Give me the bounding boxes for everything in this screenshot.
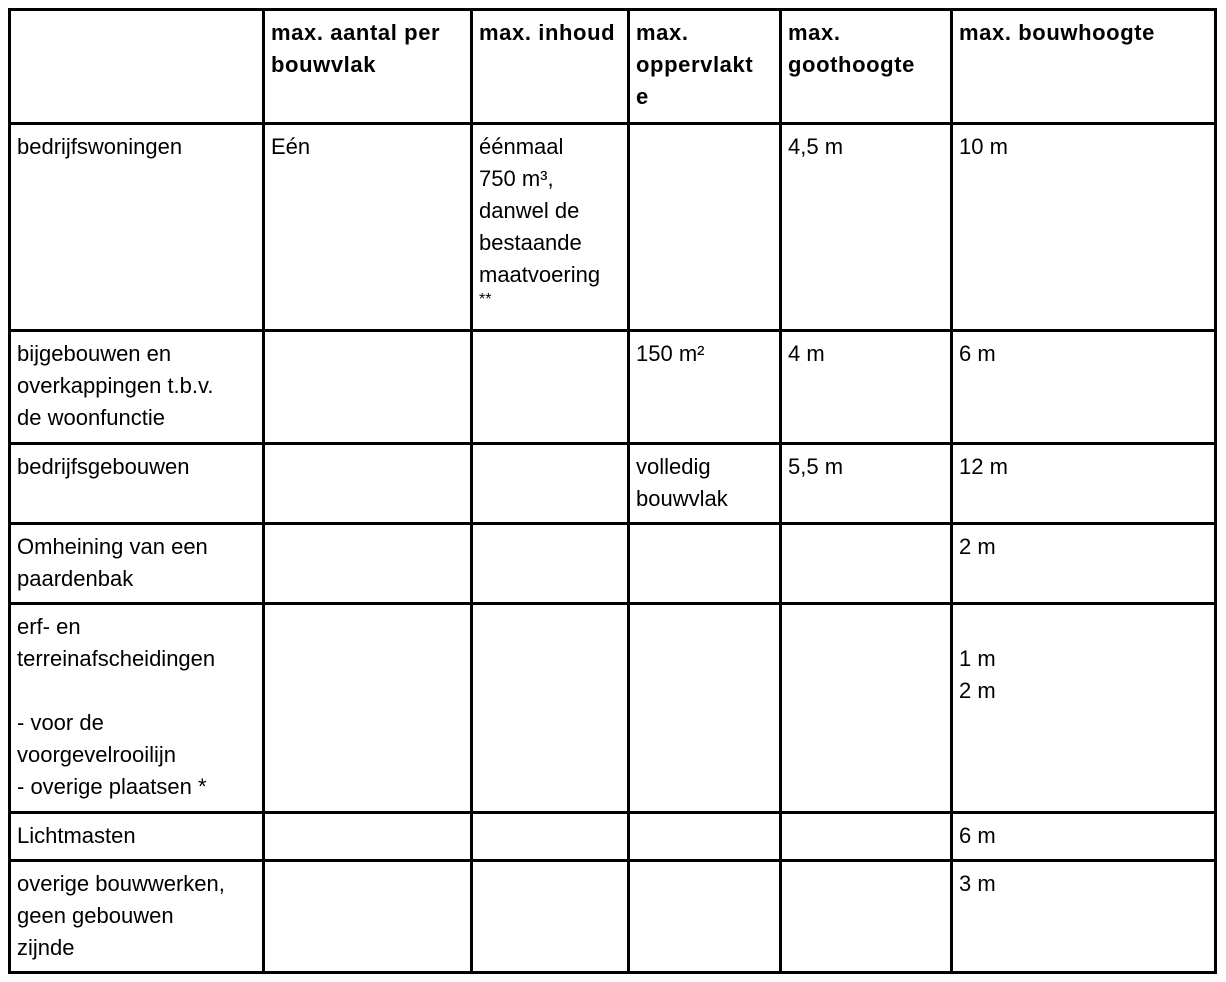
row-label: bedrijfswoningen — [11, 125, 265, 332]
row-label: bijgebouwen en overkappingen t.b.v. de woonfunctie — [11, 332, 265, 445]
header-max-goothoogte: max. goothoogte — [782, 11, 953, 125]
cell-aantal: Eén — [265, 125, 473, 332]
table-row — [11, 605, 1217, 814]
table-row — [11, 332, 1217, 445]
cell-oppervlakte — [630, 525, 782, 605]
cell-inhoud — [473, 605, 630, 814]
row-label: Omheining van een paardenbak — [11, 525, 265, 605]
cell-bouwhoogte: 2 m — [953, 525, 1217, 605]
cell-goothoogte — [782, 862, 953, 974]
cell-aantal — [265, 605, 473, 814]
header-max-inhoud: max. inhoud — [473, 11, 630, 125]
cell-oppervlakte — [630, 862, 782, 974]
cell-goothoogte: 5,5 m — [782, 445, 953, 525]
cell-bouwhoogte: 1 m 2 m — [953, 605, 1217, 814]
header-max-bouwhoogte: max. bouwhoogte — [953, 11, 1217, 125]
cell-inhoud — [473, 862, 630, 974]
header-max-oppervlakte: max. oppervlakt e — [630, 11, 782, 125]
cell-goothoogte — [782, 605, 953, 814]
table-row — [11, 814, 1217, 862]
table-row — [11, 445, 1217, 525]
cell-aantal — [265, 332, 473, 445]
cell-oppervlakte: 150 m² — [630, 332, 782, 445]
cell-goothoogte — [782, 525, 953, 605]
cell-bouwhoogte: 6 m — [953, 814, 1217, 862]
table-row — [11, 862, 1217, 974]
cell-goothoogte: 4,5 m — [782, 125, 953, 332]
cell-oppervlakte — [630, 814, 782, 862]
cell-aantal — [265, 445, 473, 525]
cell-bouwhoogte: 6 m — [953, 332, 1217, 445]
cell-inhoud: éénmaal 750 m³, danwel de bestaande maatvoering ** — [473, 125, 630, 332]
cell-bouwhoogte: 12 m — [953, 445, 1217, 525]
cell-oppervlakte — [630, 605, 782, 814]
cell-oppervlakte — [630, 125, 782, 332]
cell-bouwhoogte: 10 m — [953, 125, 1217, 332]
table-row — [11, 125, 1217, 332]
header-empty — [11, 11, 265, 125]
row-label: Lichtmasten — [11, 814, 265, 862]
cell-inhoud — [473, 525, 630, 605]
cell-aantal — [265, 814, 473, 862]
cell-aantal — [265, 862, 473, 974]
table-row — [11, 525, 1217, 605]
row-label: overige bouwwerken, geen gebouwen zijnde — [11, 862, 265, 974]
row-label: bedrijfsgebouwen — [11, 445, 265, 525]
cell-inhoud — [473, 445, 630, 525]
header-row — [11, 11, 1217, 125]
header-max-aantal: max. aantal per bouwvlak — [265, 11, 473, 125]
cell-goothoogte: 4 m — [782, 332, 953, 445]
cell-aantal — [265, 525, 473, 605]
cell-goothoogte — [782, 814, 953, 862]
row-label: erf- en terreinafscheidingen - voor de voorgevelrooilijn - overige plaatsen * — [11, 605, 265, 814]
cell-inhoud — [473, 332, 630, 445]
regulations-table — [8, 8, 1217, 974]
footnote-marker: ** — [479, 291, 492, 308]
cell-oppervlakte: volledig bouwvlak — [630, 445, 782, 525]
cell-inhoud — [473, 814, 630, 862]
cell-bouwhoogte: 3 m — [953, 862, 1217, 974]
